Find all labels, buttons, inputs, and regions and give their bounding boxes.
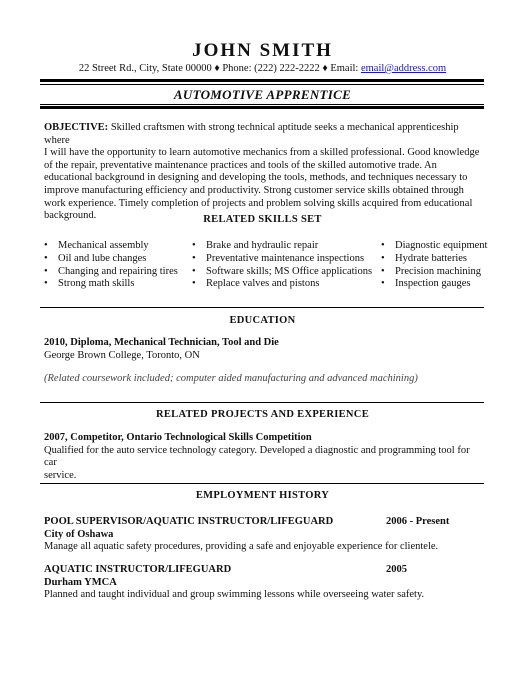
education-degree: 2010, Diploma, Mechanical Technician, Tool and Die [44,337,279,348]
skills-heading: RELATED SKILLS SET [203,214,322,225]
job-title: AQUATIC INSTRUCTOR/LIFEGUARD [44,564,232,575]
job-dates: 2006 - Present [386,516,450,527]
project-line: service. [44,469,77,481]
objective-line: background. [44,210,97,222]
bullet-icon: • [381,240,385,251]
bullet-icon: • [381,278,385,290]
skill-item: • Precision machining [381,265,482,277]
top-thick-rule [40,79,484,82]
job-entry [44,564,482,602]
skill-item: • Diagnostic equipment [381,240,488,251]
job-title: AUTOMOTIVE APPRENTICE [173,87,352,102]
education-school: George Brown College, Toronto, ON [44,349,200,361]
candidate-name: JOHN SMITH [192,40,333,61]
skill-item: • Strong math skills [44,278,135,290]
employment-heading: EMPLOYMENT HISTORY [195,490,330,501]
bullet-icon: • [381,252,385,264]
objective-section [44,122,482,223]
project-line: Qualified for the auto service technology category. Developed a diagnostic and programming tool for car [44,444,470,469]
divider [40,307,484,308]
projects-heading: RELATED PROJECTS AND EXPERIENCE [155,409,369,420]
objective-line: educational background in designing and developing the tools, methods, and techniques necessary to [44,172,468,184]
job-title: POOL SUPERVISOR/AQUATIC INSTRUCTOR/LIFEGUARD [44,516,334,527]
job-employer: City of Oshawa [44,528,114,540]
skill-item: • Hydrate batteries [381,252,468,264]
skills-column-3 [381,240,487,291]
contact-text: 22 Street Rd., City, State 00000 ♦ Phone: (222) 222-2222 ♦ Email: [78,63,361,74]
education-note: (Related coursework included; computer aided manufacturing and advanced machining) [44,373,418,385]
email-link[interactable]: email@address.com [360,63,447,74]
bullet-icon: • [44,265,48,277]
skill-item: • Brake and hydraulic repair [192,240,319,251]
job-entry [44,516,482,554]
job-description: Manage all aquatic safety procedures, providing a safe and enjoyable experience for clientele. [44,541,439,553]
bullet-icon: • [192,278,196,290]
title-thick-rule [40,106,484,109]
objective-line: I will have the opportunity to learn automotive mechanics from a skilled professional. Good knowledge [44,147,480,159]
divider [40,483,484,484]
job-description: Planned and taught individual and group swimming lessons while overseeing water safety. [44,589,425,601]
skill-item: • Oil and lube changes [44,252,147,264]
skill-item: • Inspection gauges [381,278,471,290]
objective-line: Skilled craftsmen with strong technical aptitude seeks a mechanical apprenticeship where [44,122,459,146]
objective-line: of the repair, preventative maintenance practices and tools of the skilled automotive trade. An [44,159,437,171]
project-title: 2007, Competitor, Ontario Technological Skills Competition [44,432,312,443]
bullet-icon: • [192,252,196,264]
skill-item: • Changing and repairing tires [44,265,178,277]
bullet-icon: • [192,240,196,251]
top-thin-rule [40,84,484,85]
skill-item: • Replace valves and pistons [192,278,320,290]
divider [40,402,484,403]
objective-label: OBJECTIVE: [44,122,109,133]
education-section [44,337,482,386]
bullet-icon: • [44,278,48,290]
bullet-icon: • [44,252,48,264]
job-dates: 2005 [386,564,407,575]
objective-line: work experience. Timely completion of projects and problem solving skills acquired from educational [44,197,473,209]
skill-item: • Mechanical assembly [44,240,149,251]
bullet-icon: • [44,240,48,251]
title-thin-rule [40,104,484,105]
projects-section [44,432,482,482]
bullet-icon: • [381,265,385,277]
skills-column-1 [44,240,178,291]
contact-line [0,63,525,74]
objective-line: improve manufacturing efficiency and productivity. Strong customer service skills obtained through [44,184,464,196]
bullet-icon: • [192,265,196,277]
job-employer: Durham YMCA [44,576,117,588]
education-heading: EDUCATION [229,315,296,326]
skill-item: • Software skills; MS Office applications [192,265,373,277]
skills-column-2 [192,240,372,291]
skill-item: • Preventative maintenance inspections [192,252,365,264]
